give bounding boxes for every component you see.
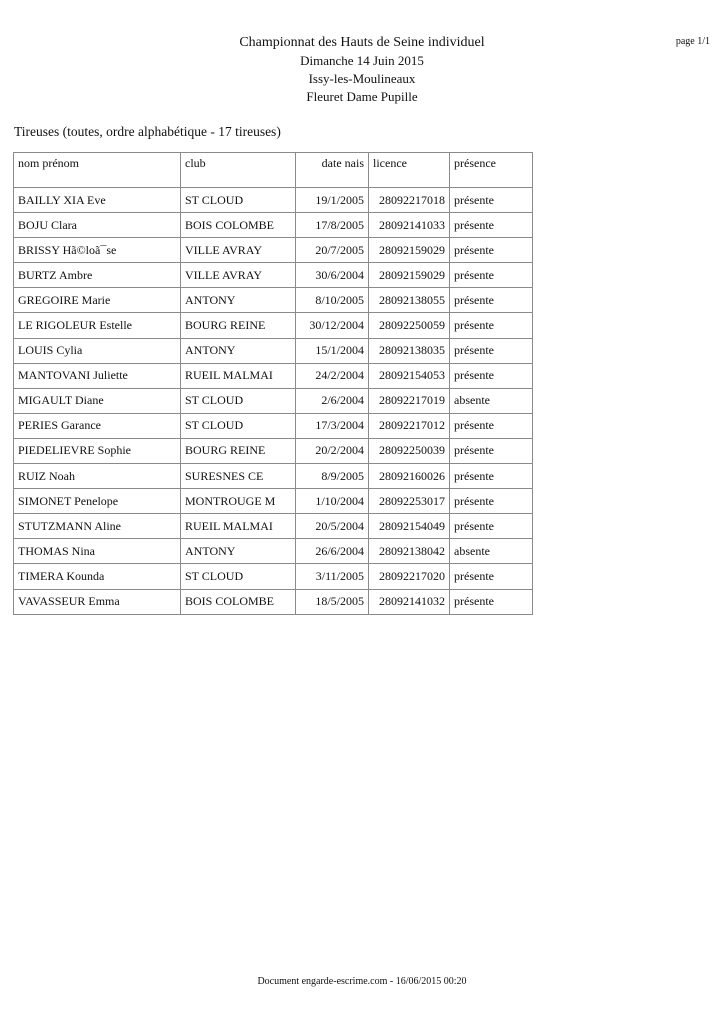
table-row [14,238,533,263]
cell-licence: 28092217012 [369,413,450,438]
cell-club: VILLE AVRAY [181,263,296,288]
cell-presence: présente [450,464,533,489]
table-row [14,338,533,363]
cell-presence: présente [450,413,533,438]
cell-name: MANTOVANI Juliette [14,363,181,388]
cell-presence: présente [450,238,533,263]
cell-birthdate: 17/8/2005 [296,213,369,238]
column-header-name: nom prénom [14,153,181,188]
cell-club: ST CLOUD [181,188,296,213]
cell-birthdate: 26/6/2004 [296,539,369,564]
cell-licence: 28092159029 [369,238,450,263]
cell-name: RUIZ Noah [14,464,181,489]
cell-licence: 28092138035 [369,338,450,363]
cell-name: LE RIGOLEUR Estelle [14,313,181,338]
cell-birthdate: 20/2/2004 [296,438,369,463]
cell-name: SIMONET Penelope [14,489,181,514]
cell-name: STUTZMANN Aline [14,514,181,539]
table-row [14,263,533,288]
table-row [14,514,533,539]
table-row [14,288,533,313]
cell-club: ANTONY [181,539,296,564]
cell-presence: présente [450,288,533,313]
cell-licence: 28092138055 [369,288,450,313]
cell-presence: absente [450,388,533,413]
cell-presence: présente [450,263,533,288]
cell-birthdate: 18/5/2005 [296,589,369,614]
cell-birthdate: 8/9/2005 [296,464,369,489]
column-header-club: club [181,153,296,188]
table-header-row [14,153,533,188]
table-row [14,388,533,413]
cell-birthdate: 8/10/2005 [296,288,369,313]
cell-presence: présente [450,338,533,363]
cell-birthdate: 3/11/2005 [296,564,369,589]
cell-birthdate: 30/6/2004 [296,263,369,288]
cell-licence: 28092217020 [369,564,450,589]
competition-title: Championnat des Hauts de Seine individuel [239,35,485,50]
cell-licence: 28092217018 [369,188,450,213]
column-header-birthdate: date nais [296,153,369,188]
cell-name: LOUIS Cylia [14,338,181,363]
cell-club: ANTONY [181,288,296,313]
cell-licence: 28092159029 [369,263,450,288]
cell-birthdate: 17/3/2004 [296,413,369,438]
table-row [14,489,533,514]
table-row [14,564,533,589]
cell-birthdate: 2/6/2004 [296,388,369,413]
cell-name: TIMERA Kounda [14,564,181,589]
cell-name: GREGOIRE Marie [14,288,181,313]
document-footer: Document engarde-escrime.com - 16/06/2015 00:20 [257,976,467,987]
table-row [14,413,533,438]
cell-licence: 28092217019 [369,388,450,413]
page-number: page 1/1 [675,36,710,47]
table-row [14,363,533,388]
list-subtitle: Tireuses (toutes, ordre alphabétique - 17 tireuses) [14,124,281,139]
cell-club: BOIS COLOMBE [181,213,296,238]
document-header [0,34,724,106]
cell-club: RUEIL MALMAI [181,363,296,388]
cell-name: MIGAULT Diane [14,388,181,413]
cell-club: BOIS COLOMBE [181,589,296,614]
cell-presence: présente [450,213,533,238]
table-row [14,539,533,564]
cell-birthdate: 20/5/2004 [296,514,369,539]
cell-club: VILLE AVRAY [181,238,296,263]
table-row [14,438,533,463]
competition-date: Dimanche 14 Juin 2015 [300,53,424,68]
cell-club: ST CLOUD [181,413,296,438]
cell-presence: présente [450,589,533,614]
competition-location: Issy-les-Moulineaux [308,71,416,86]
table-row [14,188,533,213]
cell-licence: 28092250039 [369,438,450,463]
cell-birthdate: 20/7/2005 [296,238,369,263]
cell-club: ST CLOUD [181,564,296,589]
fencers-table [13,152,533,615]
cell-name: BRISSY Hã©loã¯se [14,238,181,263]
cell-presence: présente [450,363,533,388]
cell-club: BOURG REINE [181,438,296,463]
cell-birthdate: 30/12/2004 [296,313,369,338]
cell-name: VAVASSEUR Emma [14,589,181,614]
cell-presence: absente [450,539,533,564]
cell-licence: 28092154053 [369,363,450,388]
table-row [14,464,533,489]
table-body [14,188,533,615]
table-row [14,313,533,338]
cell-name: BAILLY XIA Eve [14,188,181,213]
cell-licence: 28092250059 [369,313,450,338]
cell-club: SURESNES CE [181,464,296,489]
cell-licence: 28092160026 [369,464,450,489]
table-row [14,213,533,238]
cell-presence: présente [450,514,533,539]
cell-licence: 28092253017 [369,489,450,514]
cell-name: BURTZ Ambre [14,263,181,288]
cell-name: PERIES Garance [14,413,181,438]
cell-club: ST CLOUD [181,388,296,413]
cell-presence: présente [450,489,533,514]
cell-presence: présente [450,313,533,338]
cell-birthdate: 1/10/2004 [296,489,369,514]
table-row [14,589,533,614]
cell-club: RUEIL MALMAI [181,514,296,539]
cell-licence: 28092154049 [369,514,450,539]
column-header-presence: présence [450,153,533,188]
cell-club: MONTROUGE M [181,489,296,514]
cell-birthdate: 19/1/2005 [296,188,369,213]
cell-club: ANTONY [181,338,296,363]
cell-name: BOJU Clara [14,213,181,238]
cell-licence: 28092138042 [369,539,450,564]
cell-club: BOURG REINE [181,313,296,338]
cell-presence: présente [450,188,533,213]
cell-licence: 28092141033 [369,213,450,238]
competition-category: Fleuret Dame Pupille [306,89,418,104]
cell-name: THOMAS Nina [14,539,181,564]
column-header-licence: licence [369,153,450,188]
cell-presence: présente [450,438,533,463]
cell-presence: présente [450,564,533,589]
cell-birthdate: 15/1/2004 [296,338,369,363]
cell-birthdate: 24/2/2004 [296,363,369,388]
cell-name: PIEDELIEVRE Sophie [14,438,181,463]
cell-licence: 28092141032 [369,589,450,614]
